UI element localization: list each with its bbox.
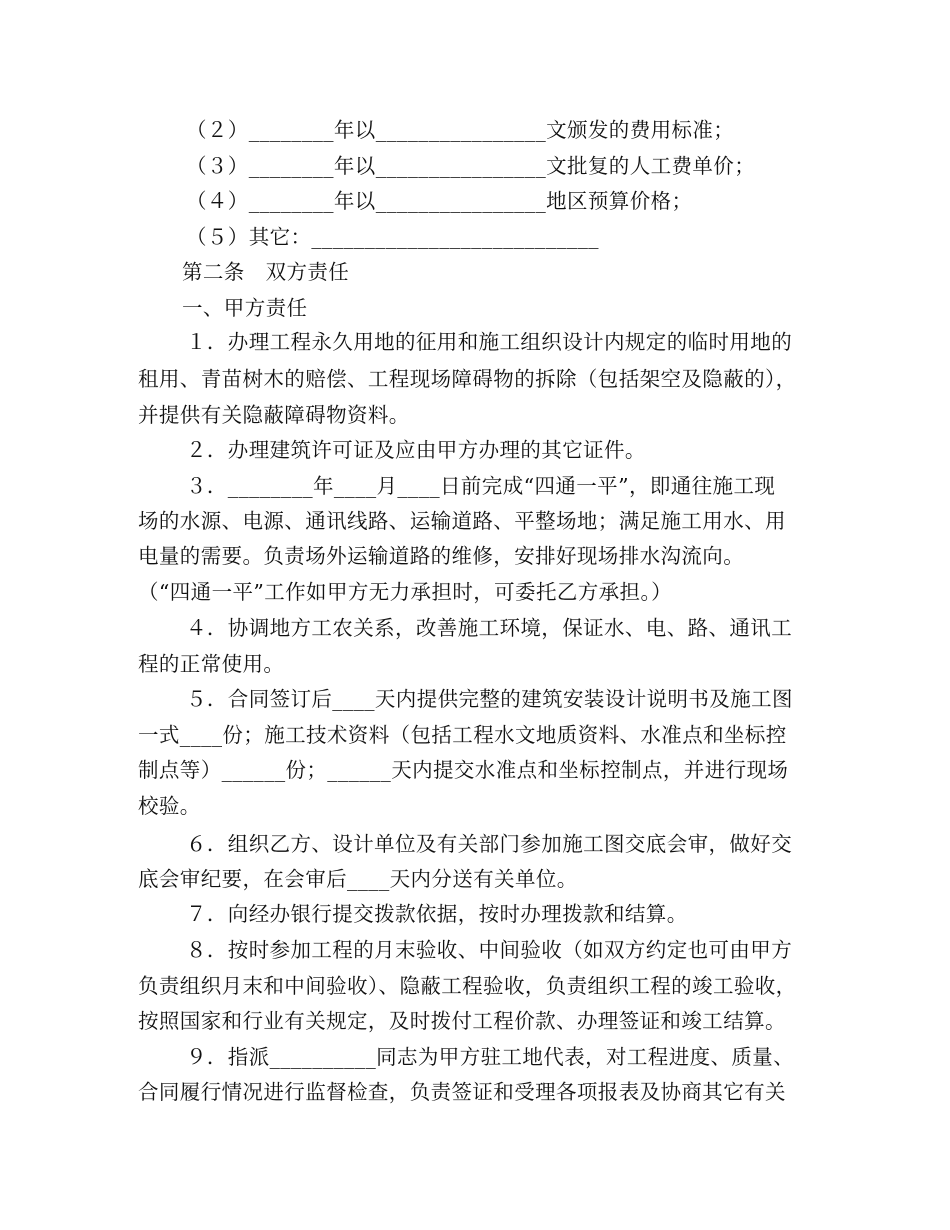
item-9-line-2: 合同履行情况进行监督检查，负责签证和受理各项报表及协商其它有关 [138,1080,786,1104]
item-8-line-1: ８．按时参加工程的月末验收、中间验收（如双方约定也可由甲方 [186,938,793,962]
clause-5-line: （５）其它：___________________________ [186,225,599,249]
item-3-line-1: ３．________年____月____日前完成“四通一平”，即通往施工现 [186,474,776,498]
clause-2-line: （２）________年以________________文颁发的费用标准； [186,118,735,142]
item-5-line-2: 一式____份；施工技术资料（包括工程水文地质资料、水准点和坐标控 [138,723,787,747]
clause-3-line: （３）________年以________________文批复的人工费单价； [186,154,756,178]
item-3-line-4: （“四通一平”工作如甲方无力承担时，可委托乙方承担。） [138,580,673,604]
clause-4-line: （４）________年以________________地区预算价格； [186,189,693,213]
item-1-line-2: 租用、青苗树木的赔偿、工程现场障碍物的拆除（包括架空及隐蔽的）， [138,367,797,391]
item-3-line-3: 电量的需要。负责场外运输道路的维修，安排好现场排水沟流向。 [138,544,745,568]
item-8-line-2: 负责组织月末和中间验收）、隐蔽工程验收，负责组织工程的竣工验收， [138,974,797,998]
item-6-line-1: ６．组织乙方、设计单位及有关部门参加施工图交底会审，做好交 [186,832,793,856]
item-1-line-1: １．办理工程永久用地的征用和施工组织设计内规定的临时用地的 [186,330,793,354]
party-a-heading: 一、甲方责任 [182,296,308,320]
item-3-line-2: 场的水源、电源、通讯线路、运输道路、平整场地；满足施工用水、用 [138,509,786,533]
article-two-heading: 第二条 双方责任 [182,260,350,284]
item-4-line-1: ４．协调地方工农关系，改善施工环境，保证水、电、路、通讯工 [186,616,793,640]
item-5-line-4: 校验。 [138,794,201,818]
item-5-line-3: 制点等）______份；______天内提交水准点和坐标控制点，并进行现场 [138,758,789,782]
item-1-line-3: 并提供有关隐蔽障碍物资料。 [138,403,410,427]
item-2-line: ２．办理建筑许可证及应由甲方办理的其它证件。 [186,438,646,462]
item-8-line-3: 按照国家和行业有关规定，及时拨付工程价款、办理签证和竣工结算。 [138,1009,786,1033]
item-4-line-2: 程的正常使用。 [138,652,285,676]
item-7-line: ７．向经办银行提交拨款依据，按时办理拨款和结算。 [186,902,688,926]
item-6-line-2: 底会审纪要，在会审后____天内分送有关单位。 [138,867,578,891]
item-5-line-1: ５．合同签订后____天内提供完整的建筑安装设计说明书及施工图 [186,687,793,711]
item-9-line-1: ９．指派__________同志为甲方驻工地代表，对工程进度、质量、 [186,1045,795,1069]
